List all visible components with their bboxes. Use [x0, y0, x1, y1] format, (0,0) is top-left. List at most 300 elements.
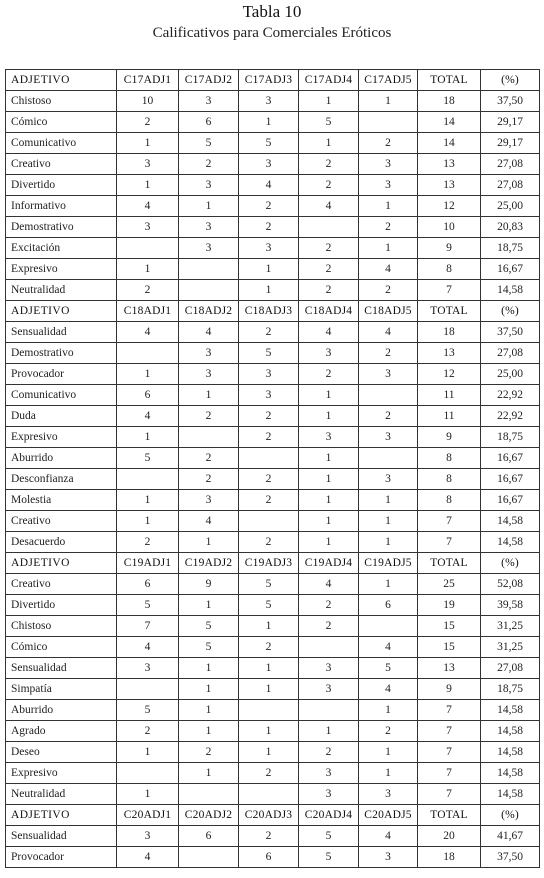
- value-cell: 27,08: [481, 343, 540, 364]
- column-header: (%): [481, 805, 540, 826]
- value-cell: 3: [359, 154, 418, 175]
- table-row: [6, 511, 540, 532]
- table-row: [6, 826, 540, 847]
- table-row: [6, 532, 540, 553]
- value-cell: 3: [299, 784, 359, 805]
- table-row: [6, 742, 540, 763]
- table-row: [6, 763, 540, 784]
- value-cell: 6: [179, 826, 239, 847]
- value-cell: 14,58: [481, 700, 540, 721]
- value-cell: 2: [359, 343, 418, 364]
- value-cell: 4: [359, 679, 418, 700]
- value-cell: 1: [299, 448, 359, 469]
- adjective-cell: Simpatía: [6, 679, 117, 700]
- value-cell: 2: [239, 196, 299, 217]
- value-cell: 4: [239, 175, 299, 196]
- adjective-cell: Deseo: [6, 742, 117, 763]
- value-cell: 2: [179, 469, 239, 490]
- value-cell: 3: [179, 343, 239, 364]
- value-cell: 5: [299, 826, 359, 847]
- value-cell: 1: [179, 700, 239, 721]
- value-cell: 25,00: [481, 364, 540, 385]
- adjective-cell: Chistoso: [6, 616, 117, 637]
- value-cell: 29,17: [481, 112, 540, 133]
- value-cell: 4: [299, 574, 359, 595]
- table-row: [6, 217, 540, 238]
- value-cell: 15: [418, 616, 481, 637]
- value-cell: 2: [359, 721, 418, 742]
- value-cell: 3: [179, 91, 239, 112]
- table-row: [6, 490, 540, 511]
- value-cell: 5: [239, 574, 299, 595]
- value-cell: 4: [359, 637, 418, 658]
- value-cell: 2: [299, 280, 359, 301]
- value-cell: 3: [117, 658, 179, 679]
- adjective-cell: Desacuerdo: [6, 532, 117, 553]
- value-cell: 1: [299, 406, 359, 427]
- value-cell: [179, 280, 239, 301]
- table-row: [6, 196, 540, 217]
- column-header: C20ADJ4: [299, 805, 359, 826]
- value-cell: 31,25: [481, 637, 540, 658]
- value-cell: 4: [359, 322, 418, 343]
- value-cell: [299, 217, 359, 238]
- adjective-cell: Provocador: [6, 364, 117, 385]
- value-cell: 8: [418, 469, 481, 490]
- value-cell: 5: [117, 700, 179, 721]
- value-cell: 2: [239, 217, 299, 238]
- value-cell: [179, 847, 239, 868]
- column-header-adjetivo: ADJETIVO: [6, 553, 117, 574]
- value-cell: 2: [299, 595, 359, 616]
- table-row: [6, 280, 540, 301]
- value-cell: 37,50: [481, 322, 540, 343]
- value-cell: [359, 616, 418, 637]
- column-header: C19ADJ2: [179, 553, 239, 574]
- value-cell: 14,58: [481, 532, 540, 553]
- value-cell: 1: [299, 490, 359, 511]
- value-cell: 2: [117, 532, 179, 553]
- value-cell: 37,50: [481, 91, 540, 112]
- value-cell: 5: [299, 112, 359, 133]
- column-header: C17ADJ4: [299, 70, 359, 91]
- value-cell: 18,75: [481, 427, 540, 448]
- value-cell: 7: [418, 763, 481, 784]
- value-cell: 14: [418, 112, 481, 133]
- value-cell: [117, 469, 179, 490]
- value-cell: 14,58: [481, 280, 540, 301]
- value-cell: 25: [418, 574, 481, 595]
- table-row: [6, 91, 540, 112]
- value-cell: 6: [359, 595, 418, 616]
- value-cell: 7: [418, 532, 481, 553]
- value-cell: 2: [239, 532, 299, 553]
- adjective-cell: Sensualidad: [6, 322, 117, 343]
- table-row: [6, 469, 540, 490]
- value-cell: 27,08: [481, 154, 540, 175]
- value-cell: [359, 112, 418, 133]
- value-cell: 1: [359, 763, 418, 784]
- column-header-adjetivo: ADJETIVO: [6, 805, 117, 826]
- value-cell: 2: [359, 217, 418, 238]
- value-cell: 1: [299, 385, 359, 406]
- value-cell: 3: [179, 364, 239, 385]
- value-cell: 3: [299, 658, 359, 679]
- value-cell: 1: [359, 91, 418, 112]
- value-cell: 7: [418, 511, 481, 532]
- value-cell: [239, 700, 299, 721]
- value-cell: 2: [239, 469, 299, 490]
- value-cell: 1: [117, 175, 179, 196]
- value-cell: 4: [299, 322, 359, 343]
- value-cell: 2: [239, 427, 299, 448]
- value-cell: 2: [239, 763, 299, 784]
- adjective-cell: Creativo: [6, 574, 117, 595]
- adjective-cell: Aburrido: [6, 700, 117, 721]
- adjective-cell: Creativo: [6, 154, 117, 175]
- adjective-cell: Comunicativo: [6, 133, 117, 154]
- table-row: [6, 238, 540, 259]
- table-title: Tabla 10: [242, 2, 302, 21]
- value-cell: 1: [239, 112, 299, 133]
- table-row: [6, 616, 540, 637]
- value-cell: 4: [299, 196, 359, 217]
- value-cell: [179, 784, 239, 805]
- table-row: [6, 133, 540, 154]
- value-cell: 14,58: [481, 784, 540, 805]
- table-row: [6, 658, 540, 679]
- value-cell: [239, 448, 299, 469]
- value-cell: 9: [179, 574, 239, 595]
- table-header-row: [6, 805, 540, 826]
- value-cell: 1: [359, 511, 418, 532]
- value-cell: 2: [179, 742, 239, 763]
- value-cell: 13: [418, 343, 481, 364]
- value-cell: 1: [179, 595, 239, 616]
- value-cell: 18: [418, 322, 481, 343]
- adjective-cell: Divertido: [6, 175, 117, 196]
- table-row: [6, 595, 540, 616]
- value-cell: 1: [299, 511, 359, 532]
- value-cell: 1: [299, 721, 359, 742]
- value-cell: 25,00: [481, 196, 540, 217]
- value-cell: 27,08: [481, 175, 540, 196]
- value-cell: 3: [117, 217, 179, 238]
- value-cell: 16,67: [481, 469, 540, 490]
- table-row: [6, 679, 540, 700]
- adjective-cell: Provocador: [6, 847, 117, 868]
- value-cell: 4: [359, 259, 418, 280]
- value-cell: [239, 511, 299, 532]
- value-cell: 5: [299, 847, 359, 868]
- column-header: C20ADJ2: [179, 805, 239, 826]
- adjective-cell: Neutralidad: [6, 280, 117, 301]
- adjective-cell: Agrado: [6, 721, 117, 742]
- value-cell: 8: [418, 490, 481, 511]
- table-subtitle: Calificativos para Comerciales Eróticos: [152, 25, 392, 41]
- value-cell: 3: [117, 826, 179, 847]
- value-cell: 13: [418, 154, 481, 175]
- table-row: [6, 259, 540, 280]
- value-cell: 3: [117, 154, 179, 175]
- adjective-cell: Demostrativo: [6, 217, 117, 238]
- value-cell: 27,08: [481, 658, 540, 679]
- value-cell: 1: [179, 763, 239, 784]
- value-cell: 22,92: [481, 385, 540, 406]
- value-cell: 1: [179, 385, 239, 406]
- column-header: C19ADJ4: [299, 553, 359, 574]
- value-cell: 13: [418, 658, 481, 679]
- value-cell: 3: [239, 385, 299, 406]
- adjective-cell: Molestia: [6, 490, 117, 511]
- value-cell: 2: [179, 406, 239, 427]
- value-cell: 14: [418, 133, 481, 154]
- table-row: [6, 847, 540, 868]
- value-cell: [117, 679, 179, 700]
- value-cell: 16,67: [481, 448, 540, 469]
- value-cell: 1: [239, 658, 299, 679]
- value-cell: 16,67: [481, 490, 540, 511]
- value-cell: 3: [299, 427, 359, 448]
- adjective-cell: Aburrido: [6, 448, 117, 469]
- table-row: [6, 364, 540, 385]
- value-cell: [359, 385, 418, 406]
- value-cell: 5: [179, 133, 239, 154]
- table-row: [6, 406, 540, 427]
- table-row: [6, 637, 540, 658]
- value-cell: 7: [117, 616, 179, 637]
- value-cell: 4: [359, 826, 418, 847]
- value-cell: 6: [117, 385, 179, 406]
- value-cell: 7: [418, 784, 481, 805]
- value-cell: 3: [179, 490, 239, 511]
- column-header: C20ADJ5: [359, 805, 418, 826]
- adjective-cell: Duda: [6, 406, 117, 427]
- value-cell: 3: [359, 847, 418, 868]
- value-cell: 4: [179, 511, 239, 532]
- value-cell: 41,67: [481, 826, 540, 847]
- column-header: (%): [481, 70, 540, 91]
- value-cell: 12: [418, 196, 481, 217]
- value-cell: 2: [179, 448, 239, 469]
- value-cell: 2: [239, 406, 299, 427]
- value-cell: 11: [418, 406, 481, 427]
- value-cell: [299, 637, 359, 658]
- value-cell: 2: [239, 637, 299, 658]
- column-header: C17ADJ5: [359, 70, 418, 91]
- value-cell: 2: [299, 259, 359, 280]
- table-row: [6, 385, 540, 406]
- adjective-cell: Expresivo: [6, 763, 117, 784]
- value-cell: 31,25: [481, 616, 540, 637]
- value-cell: 2: [299, 616, 359, 637]
- value-cell: 5: [117, 595, 179, 616]
- value-cell: 1: [359, 532, 418, 553]
- adjective-cell: Divertido: [6, 595, 117, 616]
- value-cell: 1: [239, 280, 299, 301]
- value-cell: 7: [418, 280, 481, 301]
- value-cell: 2: [179, 154, 239, 175]
- value-cell: 20: [418, 826, 481, 847]
- value-cell: 1: [299, 469, 359, 490]
- value-cell: 3: [299, 679, 359, 700]
- value-cell: 3: [179, 217, 239, 238]
- value-cell: 2: [239, 490, 299, 511]
- value-cell: 1: [117, 784, 179, 805]
- value-cell: 20,83: [481, 217, 540, 238]
- value-cell: 3: [239, 238, 299, 259]
- value-cell: 12: [418, 364, 481, 385]
- value-cell: 13: [418, 175, 481, 196]
- value-cell: 7: [418, 700, 481, 721]
- value-cell: 2: [359, 406, 418, 427]
- table-row: [6, 721, 540, 742]
- value-cell: [117, 238, 179, 259]
- value-cell: 1: [299, 91, 359, 112]
- table-header-row: [6, 301, 540, 322]
- value-cell: 9: [418, 427, 481, 448]
- adjective-cell: Comunicativo: [6, 385, 117, 406]
- table-row: [6, 112, 540, 133]
- value-cell: 39,58: [481, 595, 540, 616]
- value-cell: 3: [359, 364, 418, 385]
- value-cell: [299, 700, 359, 721]
- table-header-row: [6, 553, 540, 574]
- value-cell: 18,75: [481, 238, 540, 259]
- value-cell: 5: [359, 658, 418, 679]
- column-header: C18ADJ1: [117, 301, 179, 322]
- adjective-cell: Sensualidad: [6, 658, 117, 679]
- value-cell: 5: [179, 616, 239, 637]
- adjective-cell: Informativo: [6, 196, 117, 217]
- value-cell: 1: [239, 679, 299, 700]
- column-header: C18ADJ4: [299, 301, 359, 322]
- value-cell: 18,75: [481, 679, 540, 700]
- value-cell: 2: [239, 322, 299, 343]
- column-header: C17ADJ1: [117, 70, 179, 91]
- value-cell: [239, 784, 299, 805]
- table-body: [6, 70, 540, 868]
- value-cell: 3: [359, 175, 418, 196]
- adjective-cell: Neutralidad: [6, 784, 117, 805]
- value-cell: 1: [117, 490, 179, 511]
- value-cell: 4: [179, 322, 239, 343]
- value-cell: 16,67: [481, 259, 540, 280]
- table-row: [6, 700, 540, 721]
- value-cell: [179, 259, 239, 280]
- value-cell: 1: [117, 133, 179, 154]
- value-cell: 1: [179, 721, 239, 742]
- value-cell: 2: [299, 175, 359, 196]
- value-cell: 4: [117, 322, 179, 343]
- value-cell: 3: [239, 364, 299, 385]
- value-cell: 3: [179, 175, 239, 196]
- adjective-cell: Desconfianza: [6, 469, 117, 490]
- value-cell: 8: [418, 448, 481, 469]
- column-header: C19ADJ5: [359, 553, 418, 574]
- value-cell: 2: [117, 280, 179, 301]
- value-cell: 6: [239, 847, 299, 868]
- value-cell: 2: [117, 721, 179, 742]
- column-header: TOTAL: [418, 805, 481, 826]
- value-cell: 1: [299, 532, 359, 553]
- value-cell: 1: [359, 196, 418, 217]
- value-cell: 5: [117, 448, 179, 469]
- value-cell: 14,58: [481, 742, 540, 763]
- adjective-cell: Excitación: [6, 238, 117, 259]
- value-cell: 22,92: [481, 406, 540, 427]
- column-header: C20ADJ1: [117, 805, 179, 826]
- table-row: [6, 784, 540, 805]
- adjective-cell: Cómico: [6, 112, 117, 133]
- value-cell: 9: [418, 238, 481, 259]
- value-cell: 5: [179, 637, 239, 658]
- value-cell: 18: [418, 847, 481, 868]
- adjective-cell: Chistoso: [6, 91, 117, 112]
- value-cell: 1: [359, 742, 418, 763]
- value-cell: 4: [117, 406, 179, 427]
- column-header: C18ADJ3: [239, 301, 299, 322]
- value-cell: 2: [299, 238, 359, 259]
- column-header: C17ADJ3: [239, 70, 299, 91]
- column-header: C17ADJ2: [179, 70, 239, 91]
- table-row: [6, 427, 540, 448]
- value-cell: 14,58: [481, 511, 540, 532]
- value-cell: [179, 427, 239, 448]
- value-cell: 7: [418, 742, 481, 763]
- value-cell: 1: [239, 742, 299, 763]
- value-cell: 1: [239, 616, 299, 637]
- column-header: (%): [481, 301, 540, 322]
- adjective-cell: Demostrativo: [6, 343, 117, 364]
- value-cell: 3: [359, 427, 418, 448]
- value-cell: 1: [117, 364, 179, 385]
- adjective-cell: Expresivo: [6, 427, 117, 448]
- value-cell: 2: [299, 364, 359, 385]
- adjective-cell: Sensualidad: [6, 826, 117, 847]
- column-header: C18ADJ2: [179, 301, 239, 322]
- value-cell: 8: [418, 259, 481, 280]
- value-cell: 4: [117, 847, 179, 868]
- column-header: TOTAL: [418, 553, 481, 574]
- value-cell: 1: [179, 196, 239, 217]
- value-cell: 15: [418, 637, 481, 658]
- value-cell: 29,17: [481, 133, 540, 154]
- column-header: TOTAL: [418, 301, 481, 322]
- value-cell: [117, 763, 179, 784]
- value-cell: 5: [239, 343, 299, 364]
- column-header-adjetivo: ADJETIVO: [6, 301, 117, 322]
- column-header: C20ADJ3: [239, 805, 299, 826]
- value-cell: 3: [299, 763, 359, 784]
- value-cell: 1: [179, 532, 239, 553]
- value-cell: 11: [418, 385, 481, 406]
- column-header: (%): [481, 553, 540, 574]
- table-row: [6, 175, 540, 196]
- value-cell: 4: [117, 637, 179, 658]
- value-cell: 14,58: [481, 721, 540, 742]
- value-cell: 52,08: [481, 574, 540, 595]
- value-cell: 6: [179, 112, 239, 133]
- table-row: [6, 574, 540, 595]
- value-cell: 19: [418, 595, 481, 616]
- value-cell: 1: [359, 700, 418, 721]
- value-cell: 1: [239, 259, 299, 280]
- value-cell: 2: [239, 826, 299, 847]
- value-cell: 3: [299, 343, 359, 364]
- value-cell: 37,50: [481, 847, 540, 868]
- value-cell: 1: [179, 658, 239, 679]
